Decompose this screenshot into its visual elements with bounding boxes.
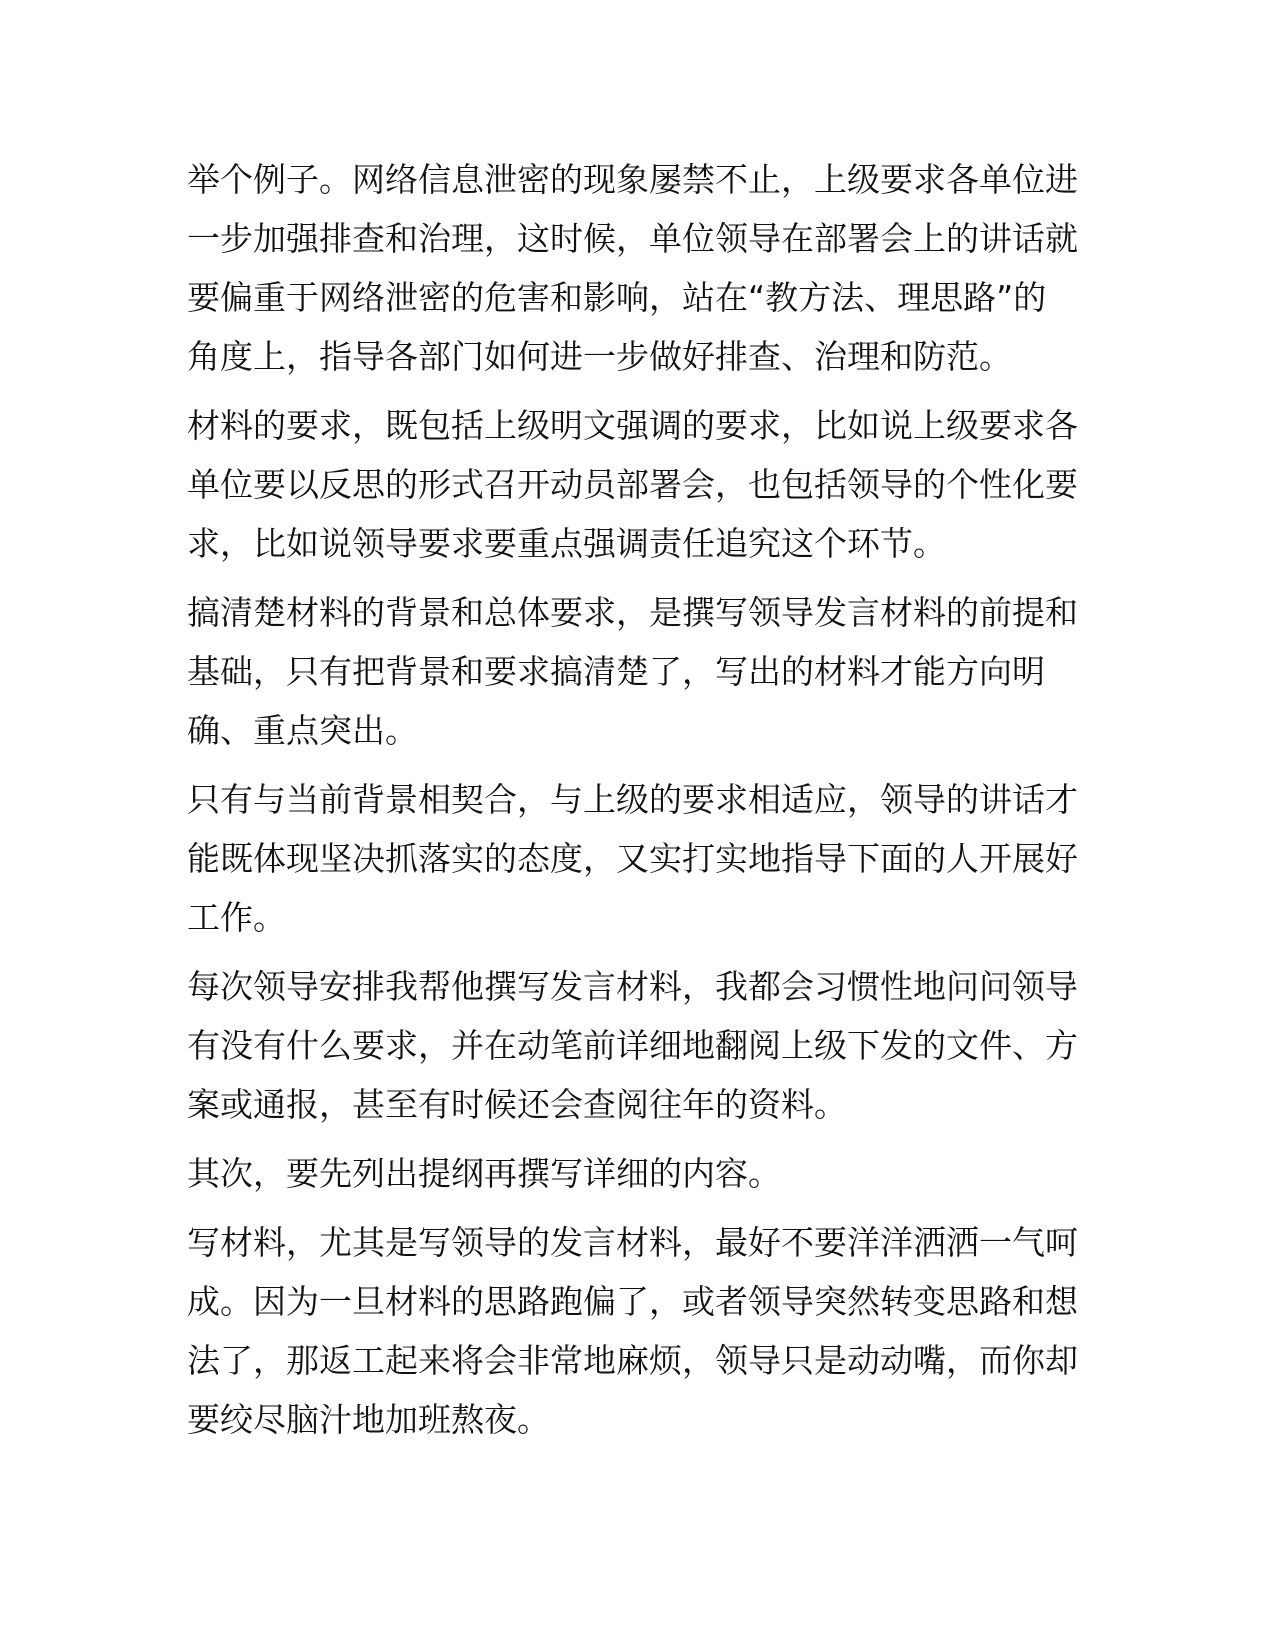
text-line: 角度上，指导各部门如何进一步做好排查、治理和防范。 <box>187 337 1012 376</box>
paragraph <box>187 770 1087 947</box>
text-line: 一步加强排查和治理，这时候，单位领导在部署会上的讲话就 <box>187 219 1078 258</box>
paragraph <box>187 150 1087 386</box>
text-line: 有没有什么要求，并在动笔前详细地翻阅上级下发的文件、方 <box>187 1026 1078 1065</box>
text-line: 确、重点突出。 <box>187 711 418 750</box>
text-line: 只有与当前背景相契合，与上级的要求相适应，领导的讲话才 <box>187 780 1078 819</box>
text-line: 搞清楚材料的背景和总体要求，是撰写领导发言材料的前提和 <box>187 593 1078 632</box>
paragraph <box>187 957 1087 1134</box>
text-line: 其次，要先列出提纲再撰写详细的内容。 <box>187 1154 781 1193</box>
text-line: 材料的要求，既包括上级明文强调的要求，比如说上级要求各 <box>187 406 1078 445</box>
text-line: 基础，只有把背景和要求搞清楚了，写出的材料才能方向明 <box>187 652 1045 691</box>
text-line: 写材料，尤其是写领导的发言材料，最好不要洋洋洒洒一气呵 <box>187 1223 1078 1262</box>
paragraph <box>187 1144 1087 1203</box>
text-line: 单位要以反思的形式召开动员部署会，也包括领导的个性化要 <box>187 465 1078 504</box>
paragraph <box>187 1213 1087 1449</box>
document-body <box>187 150 1087 1459</box>
text-line: 要偏重于网络泄密的危害和影响，站在“教方法、理思路”的 <box>187 278 1047 317</box>
text-line: 求，比如说领导要求要重点强调责任追究这个环节。 <box>187 524 946 563</box>
text-line: 案或通报，甚至有时候还会查阅往年的资料。 <box>187 1085 847 1124</box>
text-line: 工作。 <box>187 898 286 937</box>
text-line: 能既体现坚决抓落实的态度，又实打实地指导下面的人开展好 <box>187 839 1078 878</box>
text-line: 举个例子。网络信息泄密的现象屡禁不止，上级要求各单位进 <box>187 160 1078 199</box>
paragraph <box>187 396 1087 573</box>
text-line: 要绞尽脑汁地加班熬夜。 <box>187 1400 550 1439</box>
text-line: 法了，那返工起来将会非常地麻烦，领导只是动动嘴，而你却 <box>187 1341 1078 1380</box>
paragraph <box>187 583 1087 760</box>
text-line: 成。因为一旦材料的思路跑偏了，或者领导突然转变思路和想 <box>187 1282 1078 1321</box>
text-line: 每次领导安排我帮他撰写发言材料，我都会习惯性地问问领导 <box>187 967 1078 1006</box>
